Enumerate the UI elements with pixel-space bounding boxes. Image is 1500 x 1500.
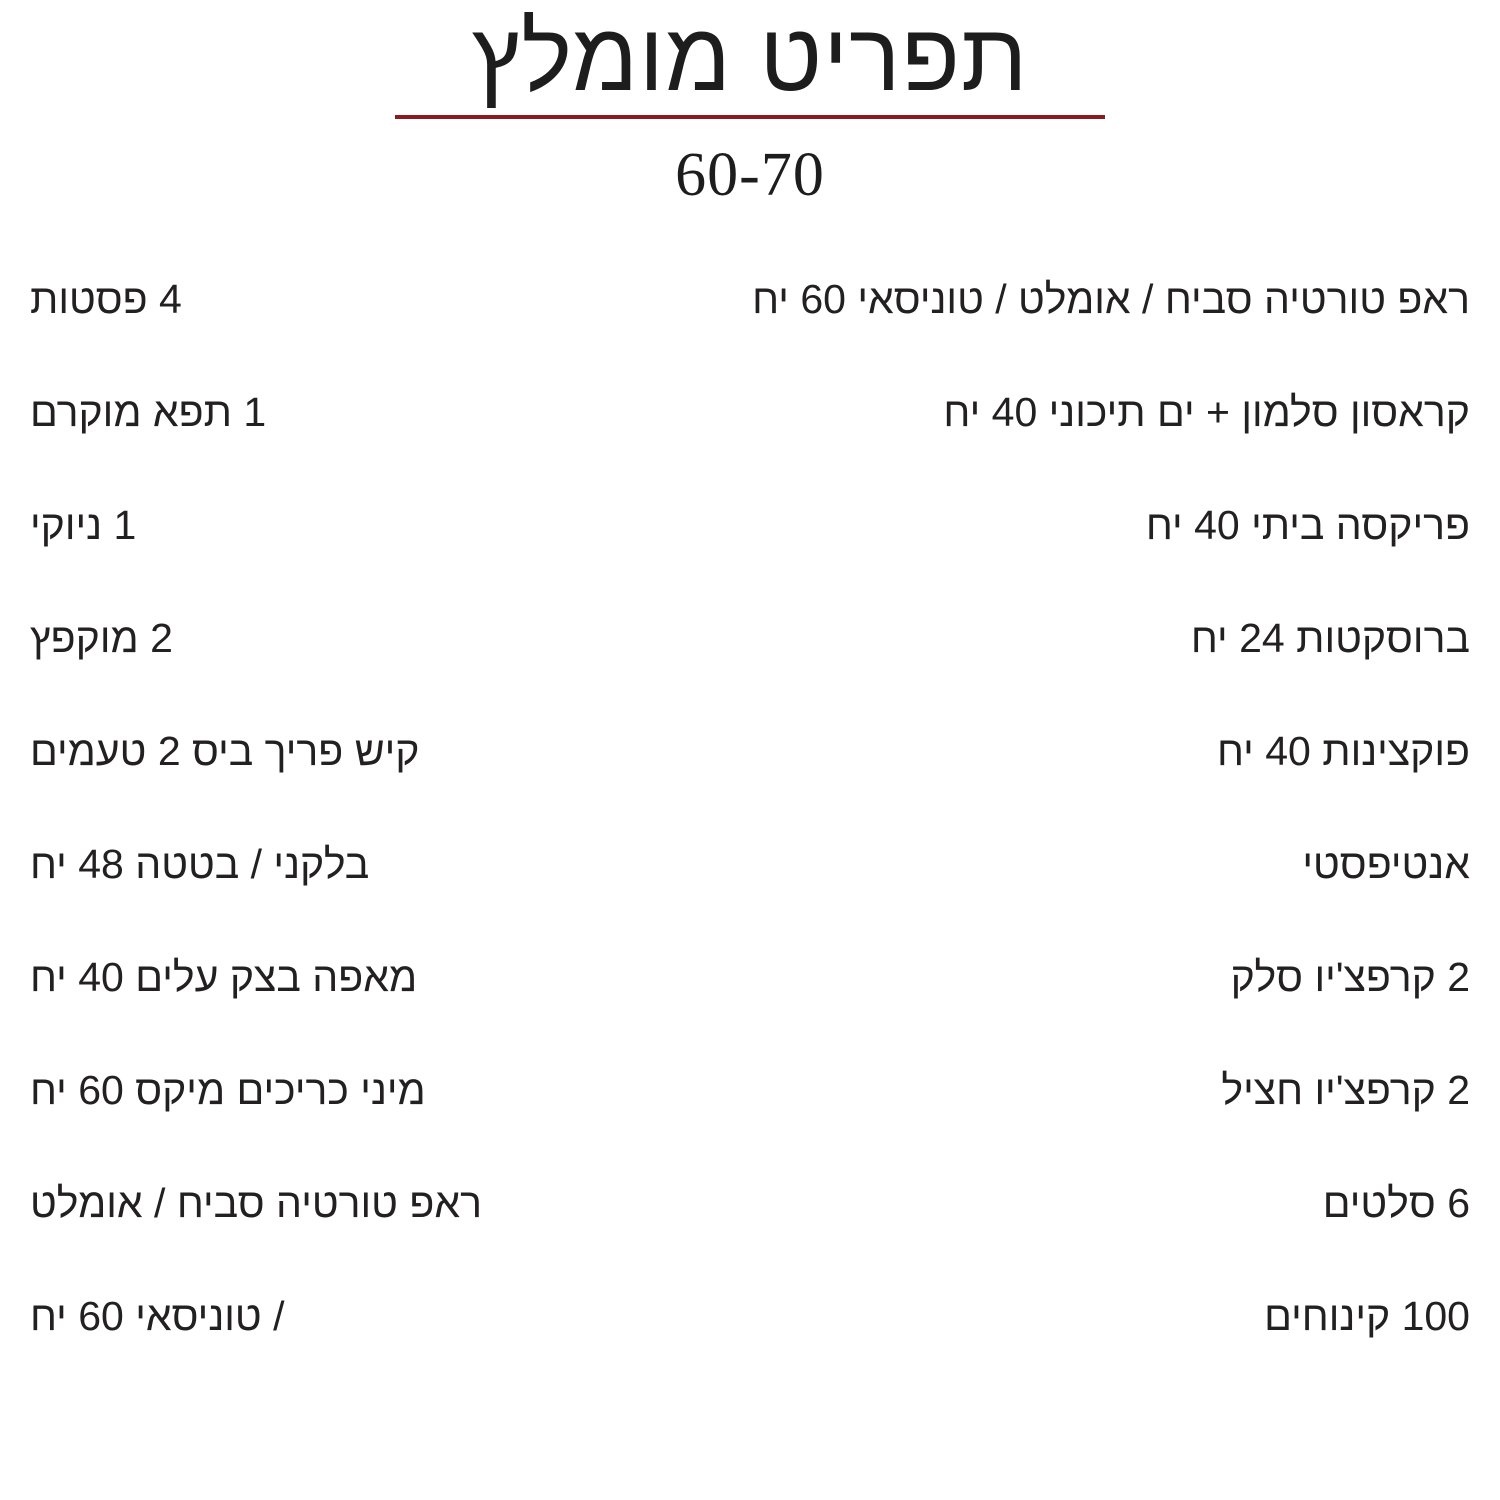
menu-item-text: ברוסקטות 24 יח [1190, 614, 1470, 661]
menu-item [30, 1147, 732, 1260]
menu-item [30, 243, 732, 356]
menu-item-text: מיני כריכים מיקס 60 יח [30, 1066, 426, 1113]
menu-item [768, 921, 1470, 1034]
menu-item [768, 1260, 1470, 1373]
menu-item [30, 1260, 732, 1373]
menu-item-text: ראפ טורטיה סביח / אומלט [30, 1179, 482, 1226]
menu-item [30, 469, 732, 582]
menu-column-right [750, 243, 1470, 1373]
menu-item [30, 695, 732, 808]
menu-columns [0, 243, 1500, 1373]
menu-item-text: אנטיפסטי [1302, 840, 1470, 887]
menu-item [30, 1034, 732, 1147]
menu-item [30, 921, 732, 1034]
menu-item-text: 2 קרפצ'יו סלק [1230, 953, 1470, 1000]
menu-item-text: קיש פריך ביס 2 טעמים [30, 727, 420, 774]
menu-item-text: 1 תפא מוקרם [30, 388, 267, 435]
guest-count-subtitle: 60-70 [675, 140, 825, 209]
menu-item-text: 2 קרפצ'יו חציל [1221, 1066, 1470, 1113]
menu-item-text: קראסון סלמון + ים תיכוני 40 יח [943, 388, 1470, 435]
menu-item-text: בלקני / בטטה 48 יח [30, 840, 370, 887]
menu-item-text: 4 פסטות [30, 275, 182, 322]
menu-item-text: 100 קינוחים [1264, 1292, 1470, 1339]
menu-item-text: 2 מוקפץ [30, 614, 173, 661]
page-title: תפריט מומלץ [471, 4, 1029, 111]
menu-item [30, 808, 732, 921]
menu-item [768, 582, 1470, 695]
menu-item [768, 1034, 1470, 1147]
menu-item-text: מאפה בצק עלים 40 יח [30, 953, 418, 1000]
menu-item [30, 356, 732, 469]
menu-item-text: ראפ טורטיה סביח / אומלט / טוניסאי 60 יח [752, 275, 1470, 322]
menu-item [768, 1147, 1470, 1260]
menu-item-text: 6 סלטים [1322, 1179, 1470, 1226]
menu-item-text: פריקסה ביתי 40 יח [1145, 501, 1470, 548]
menu-item-text: פוקצינות 40 יח [1217, 727, 1470, 774]
menu-item [768, 469, 1470, 582]
menu-item [768, 808, 1470, 921]
title-block [0, 0, 1500, 209]
menu-item [768, 695, 1470, 808]
menu-item [752, 243, 1470, 356]
title-divider [395, 115, 1105, 119]
menu-column-left [30, 243, 750, 1373]
menu-item-text: / טוניסאי 60 יח [30, 1292, 285, 1339]
menu-item-text: 1 ניוקי [30, 501, 137, 548]
menu-item [768, 356, 1470, 469]
menu-item [30, 582, 732, 695]
